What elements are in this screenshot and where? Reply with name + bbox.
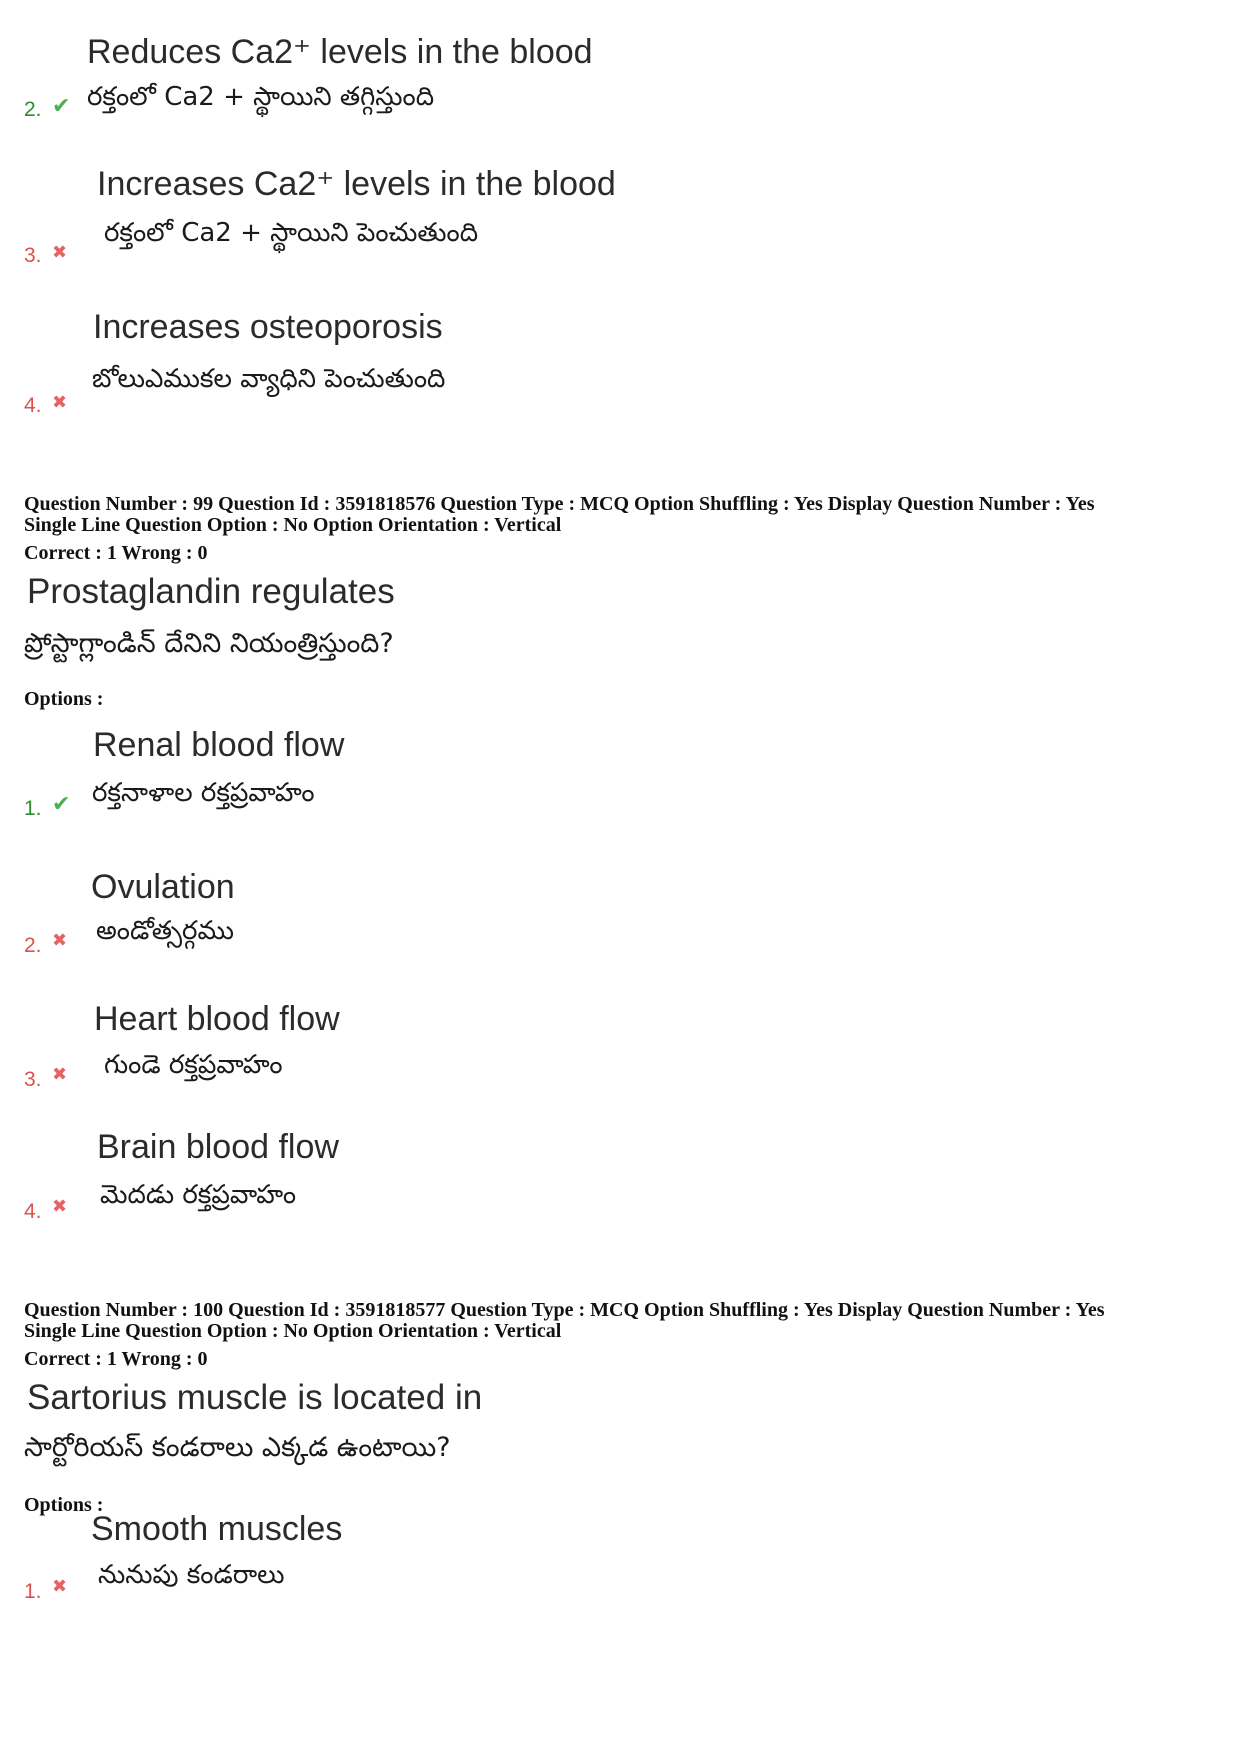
option-text-en: Heart blood flow [94,1000,340,1038]
question-meta: Question Number : 100 Question Id : 3591818577 Question Type : MCQ Option Shuffling : Yes Display Question Number : Yes [24,1299,1105,1321]
option-text-te: రక్తంలో Ca2 + స్థాయిని పెంచుతుంది [104,218,479,248]
cross-icon: ✖ [52,1576,68,1597]
option-number: 3. [24,244,42,267]
option-text-te: నునుపు కండరాలు [98,1560,285,1590]
option-text-te: బోలుఎముకల వ్యాధిని పెంచుతుంది [92,364,446,394]
question-score: Correct : 1 Wrong : 0 [24,1348,208,1370]
option-text-en: Brain blood flow [97,1128,339,1166]
option-number: 1. [24,797,42,820]
question-score: Correct : 1 Wrong : 0 [24,542,208,564]
question-text-en: Sartorius muscle is located in [27,1378,483,1417]
cross-icon: ✖ [52,242,68,263]
option-text-te: గుండె రక్తప్రవాహం [104,1050,283,1080]
question-meta-options: Single Line Question Option : No Option Orientation : Vertical [24,514,562,536]
check-icon: ✔ [52,792,71,817]
question-meta: Question Number : 99 Question Id : 3591818576 Question Type : MCQ Option Shuffling : Yes Display Question Number : Yes [24,493,1095,515]
option-text-en: Ovulation [91,868,235,906]
cross-icon: ✖ [52,930,68,951]
options-label: Options : [24,1494,104,1516]
option-text-en: Renal blood flow [93,726,345,764]
option-text-te: రక్తంలో Ca2 + స్థాయిని తగ్గిస్తుంది [87,82,435,112]
check-icon: ✔ [52,94,71,119]
option-text-en: Reduces Ca2⁺ levels in the blood [87,33,593,71]
question-text-te: ప్రోస్టాగ్లాండిన్ దేనిని నియంత్రిస్తుంది? [24,628,394,659]
question-meta-options: Single Line Question Option : No Option Orientation : Vertical [24,1320,562,1342]
option-text-en: Smooth muscles [91,1510,343,1548]
option-text-en: Increases Ca2⁺ levels in the blood [97,165,616,203]
cross-icon: ✖ [52,392,68,413]
options-label: Options : [24,688,104,710]
option-number: 3. [24,1068,42,1091]
option-number: 1. [24,1580,42,1603]
question-text-en: Prostaglandin regulates [27,572,395,611]
option-text-te: రక్తనాళాల రక్తప్రవాహం [92,778,315,808]
cross-icon: ✖ [52,1064,68,1085]
option-number: 2. [24,934,42,957]
option-text-te: మెదడు రక్తప్రవాహం [100,1180,297,1210]
option-number: 2. [24,98,42,121]
option-text-te: అండోత్సర్గము [96,916,234,946]
option-number: 4. [24,1200,42,1223]
option-number: 4. [24,394,42,417]
option-text-en: Increases osteoporosis [93,308,443,346]
cross-icon: ✖ [52,1196,68,1217]
question-text-te: సార్టోరియస్ కండరాలు ఎక్కడ ఉంటాయి? [24,1432,451,1463]
